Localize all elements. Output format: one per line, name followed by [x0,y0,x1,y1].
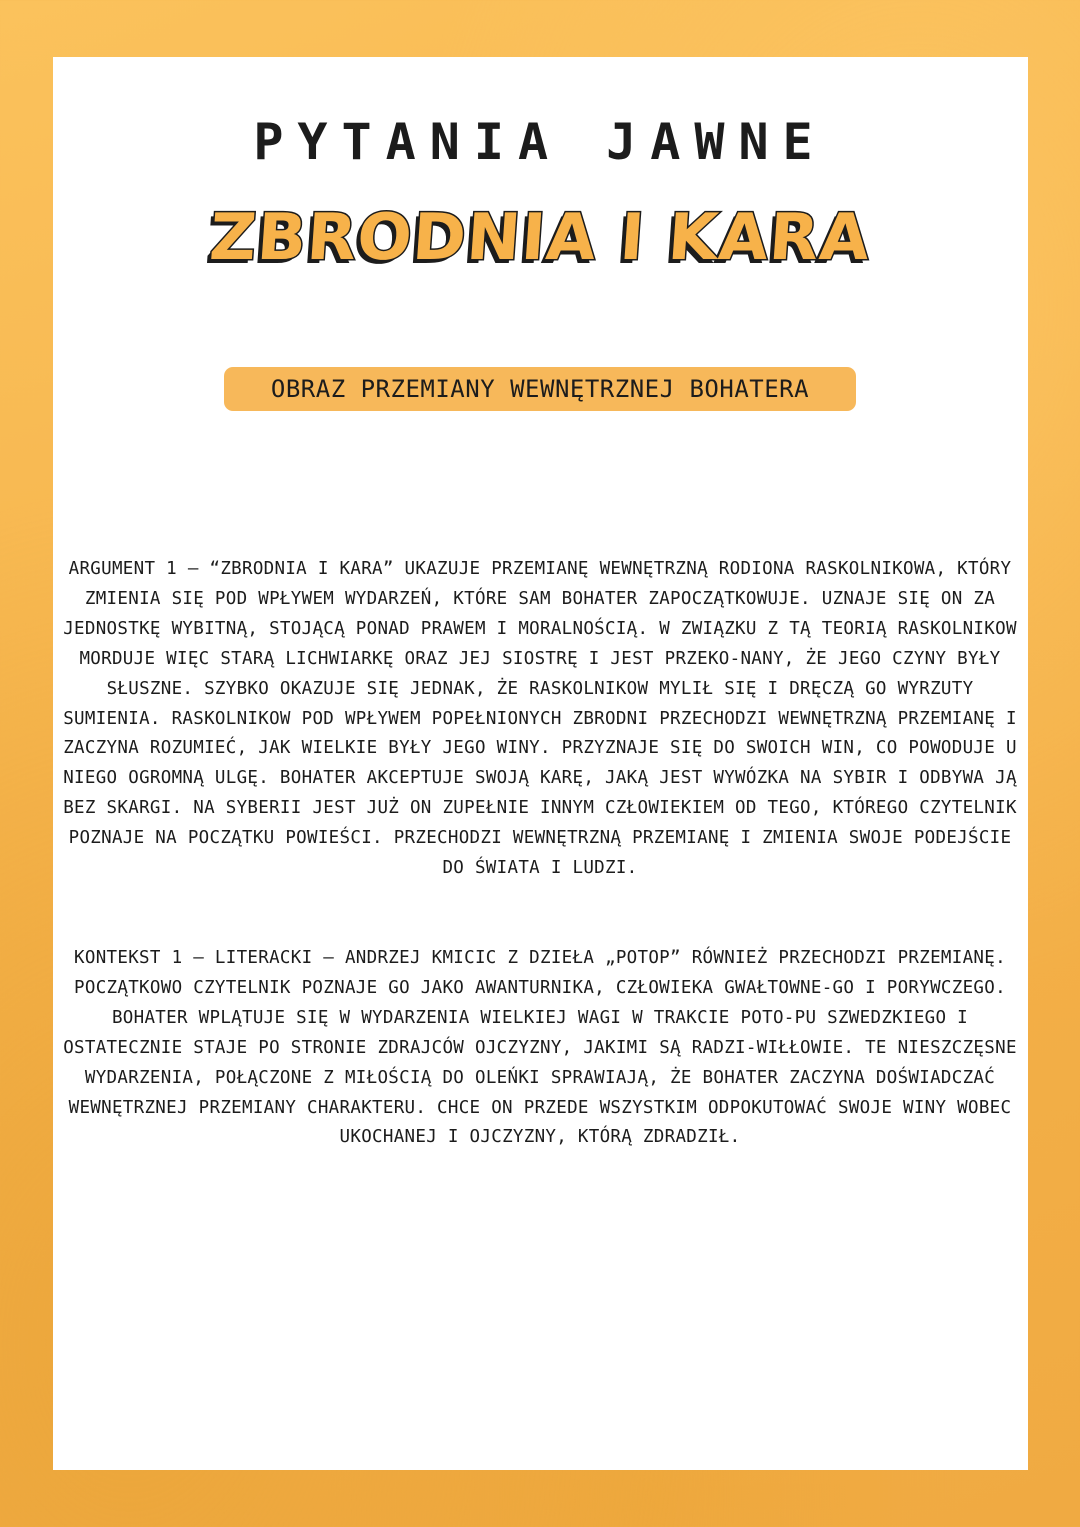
book-title: ZBRODNIA I KARA [207,201,873,275]
topic-pill: OBRAZ PRZEMIANY WEWNĘTRZNEJ BOHATERA [224,367,856,411]
argument-paragraph: ARGUMENT 1 – “ZBRODNIA I KARA” UKAZUJE PRZEMIANĘ WEWNĘTRZNĄ RODIONA RASKOLNIKOWA, KTÓRY ZMIENIA SIĘ POD WPŁYWEM WYDARZEŃ, KTÓRE SAM BOHATER ZAPOCZĄTKOWUJE. UZNAJE SIĘ ON ZA JEDNOSTKĘ WYBITNĄ, STOJĄCĄ PONAD PRAWEM I MORALNOŚCIĄ. W ZWIĄZKU Z TĄ TEORIĄ RASKOLNIKOW MORDUJE WIĘC STARĄ LICHWIARKĘ ORAZ JEJ SIOSTRĘ I JEST PRZEKO-NANY, ŻE JEGO CZYNY BYŁY SŁUSZNE. SZYBKO OKAZUJE SIĘ JEDNAK, ŻE RASKOLNIKOW MYLIŁ SIĘ I DRĘCZĄ GO WYRZUTY SUMIENIA. RASKOLNIKOW POD WPŁYWEM POPEŁNIONYCH ZBRODNI PRZECHODZI WEWNĘTRZNĄ PRZEMIANĘ I ZACZYNA ROZUMIEĆ, JAK WIELKIE BYŁY JEGO WINY. PRZYZNAJE SIĘ DO SWOICH WIN, CO POWODUJE U NIEGO OGROMNĄ ULGĘ. BOHATER AKCEPTUJE SWOJĄ KARĘ, JAKĄ JEST WYWÓZKA NA SYBIR I ODBYWA JĄ BEZ SKARGI. NA SYBERII JEST JUŻ ON ZUPEŁNIE INNYM CZŁOWIEKIEM OD TEGO, KTÓREGO CZYTELNIK POZNAJE NA POCZĄTKU POWIEŚCI. PRZECHODZI WEWNĘTRZNĄ PRZEMIANĘ I ZMIENIA SWOJE PODEJŚCIE DO ŚWIATA I LUDZI. [63,559,1017,879]
context-paragraph: KONTEKST 1 – LITERACKI – ANDRZEJ KMICIC Z DZIEŁA „POTOP” RÓWNIEŻ PRZECHODZI PRZEMIANĘ. POCZĄTKOWO CZYTELNIK POZNAJE GO JAKO AWANTURNIKA, CZŁOWIEKA GWAŁTOWNE-GO I PORYWCZEGO. BOHATER WPLĄTUJE SIĘ W WYDARZENIA WIELKIEJ WAGI W TRAKCIE POTO-PU SZWEDZKIEGO I OSTATECZNIE STAJE PO STRONIE ZDRAJCÓW OJCZYZNY, JAKIMI SĄ RADZI-WIŁŁOWIE. TE NIESZCZĘSNE WYDARZENIA, POŁĄCZONE Z MIŁOŚCIĄ DO OLEŃKI SPRAWIAJĄ, ŻE BOHATER ZACZYNA DOŚWIADCZAĆ WEWNĘTRZNEJ PRZEMIANY CHARAKTERU. CHCE ON PRZEDE WSZYSTKIM ODPOKUTOWAĆ SWOJE WINY WOBEC UKOCHANEJ I OJCZYZNY, KTÓRĄ ZDRADZIŁ. [63,948,1017,1148]
page-header-label: PYTANIA JAWNE [253,113,827,171]
